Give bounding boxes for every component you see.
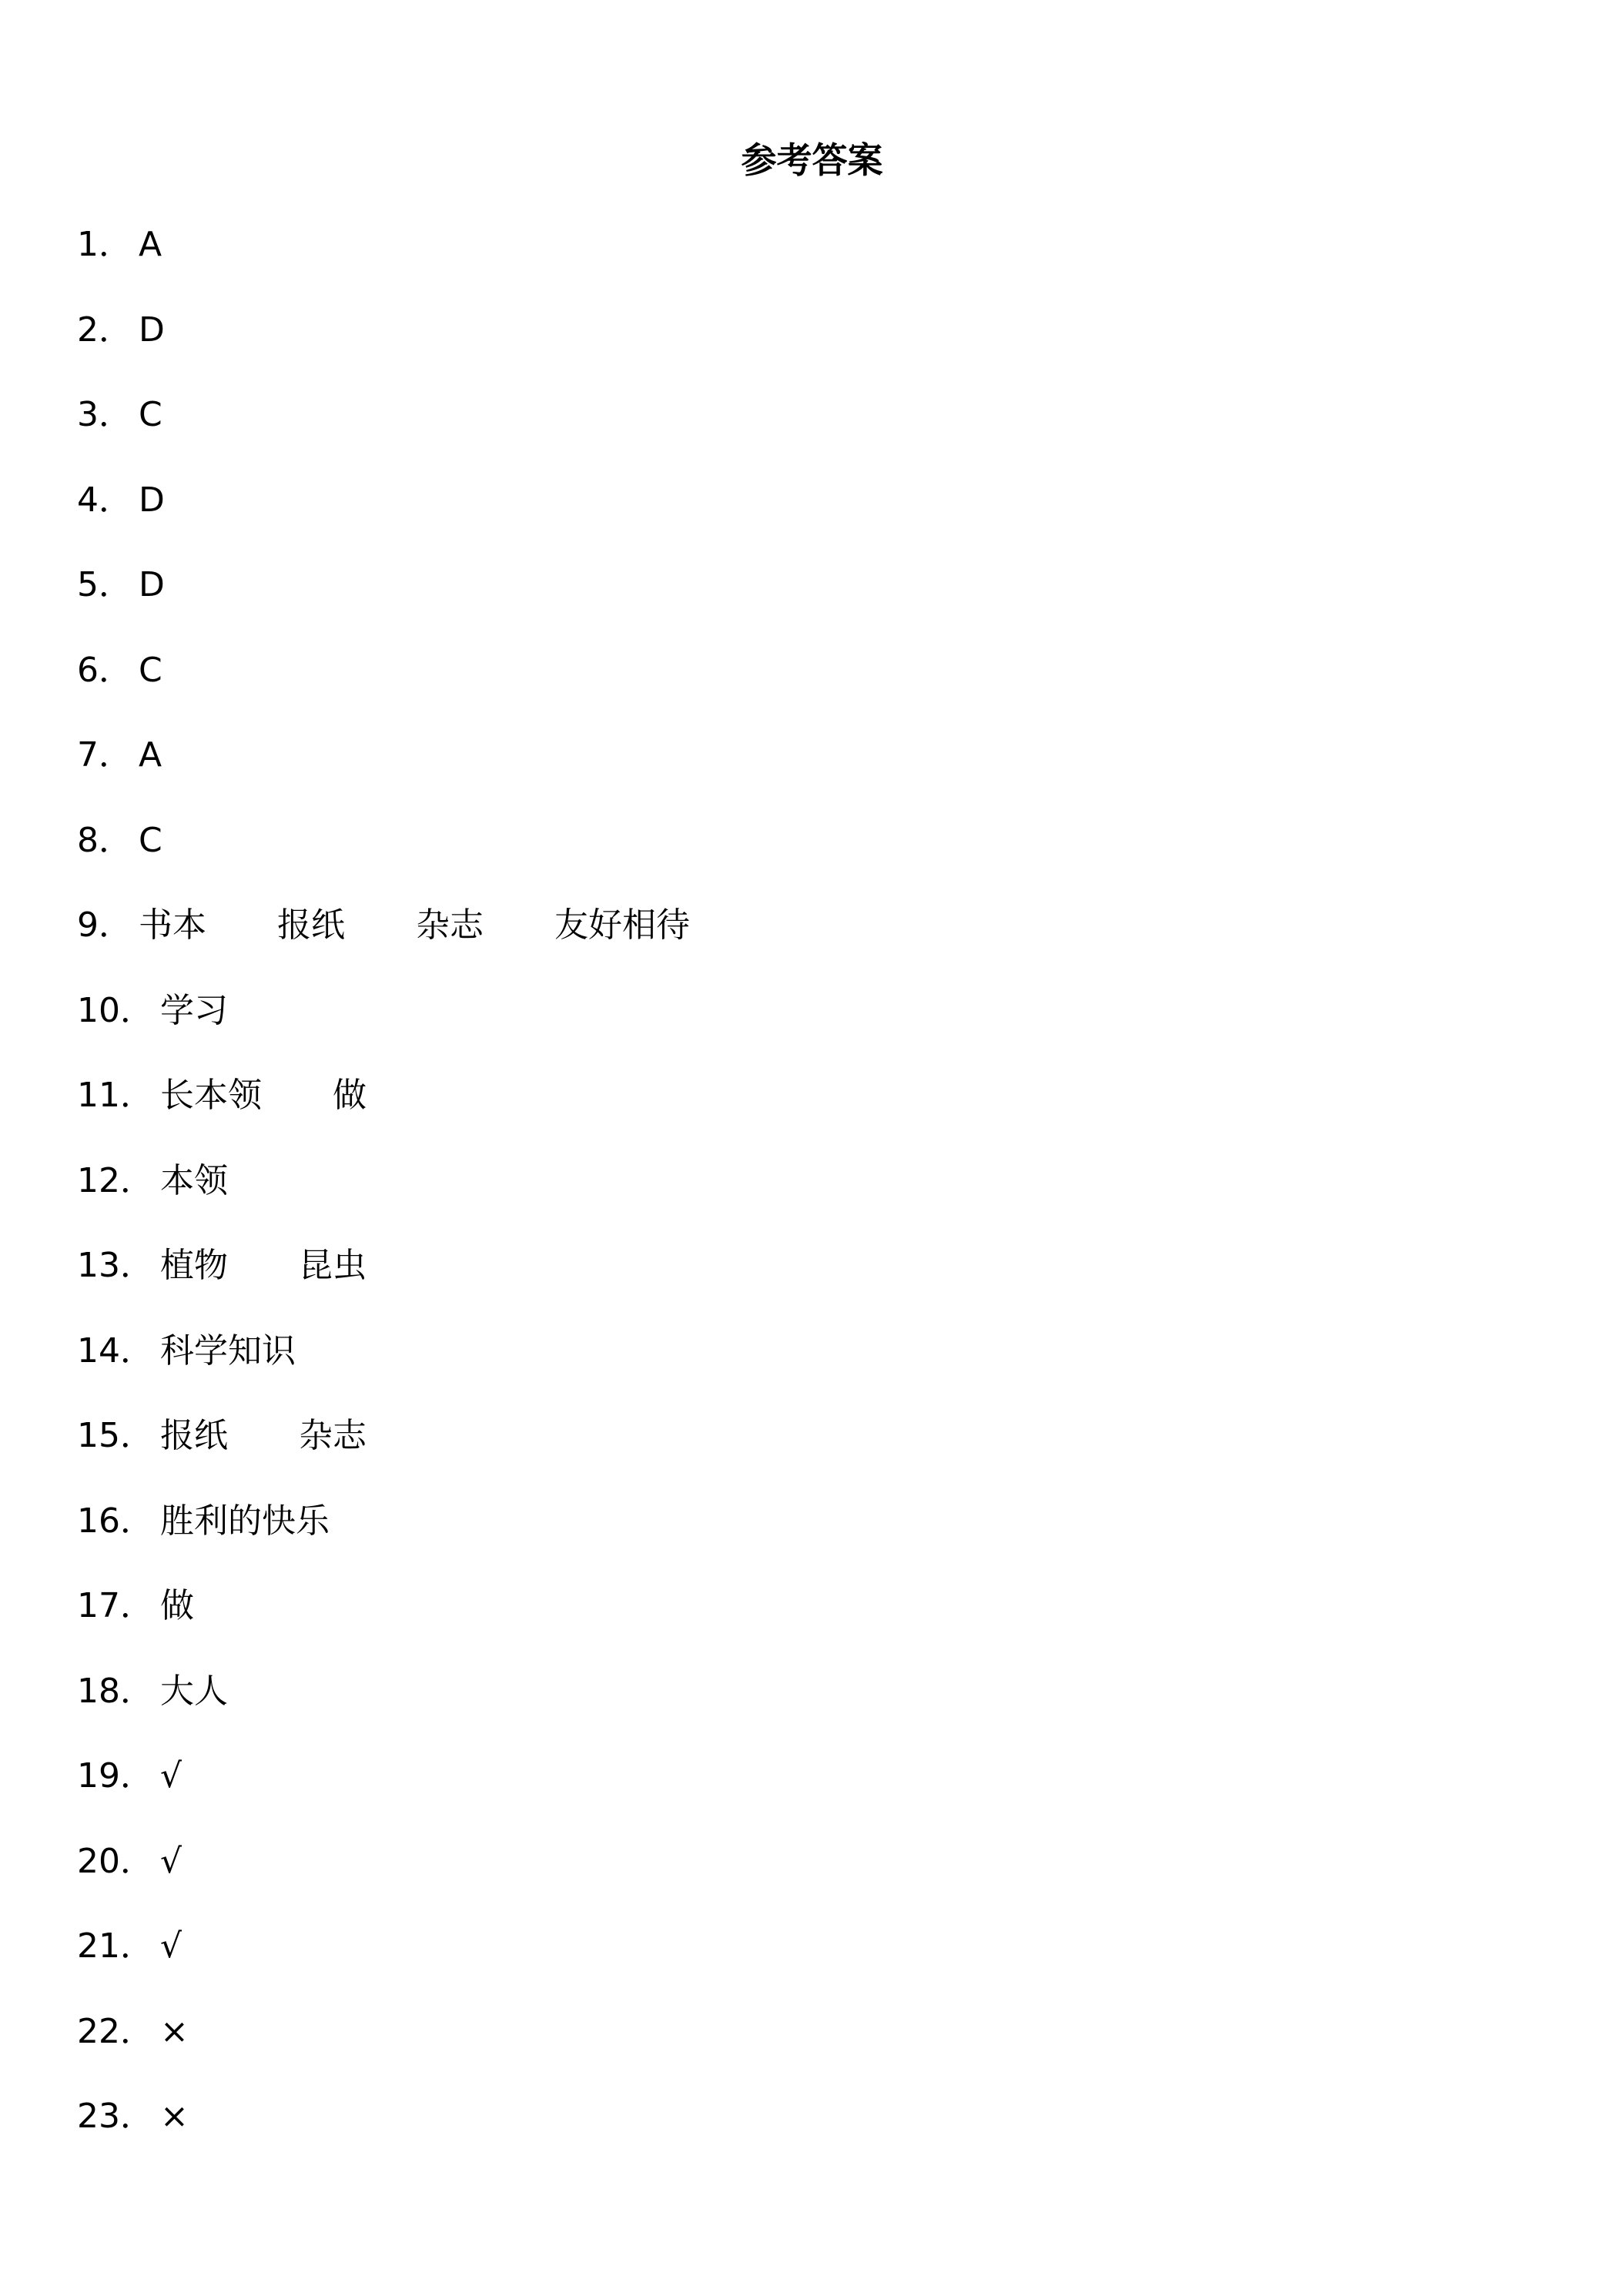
- answer-number: 8: [77, 820, 99, 860]
- answer-number: 2: [77, 310, 99, 350]
- answer-text: A: [139, 225, 162, 264]
- answer-item: [77, 1156, 690, 1242]
- answer-text: 做: [333, 1076, 367, 1115]
- answer-text: A: [139, 735, 162, 775]
- answer-number: 6: [77, 650, 99, 690]
- answer-item: [77, 1837, 690, 1923]
- answer-separator: ．: [99, 310, 132, 350]
- answer-text: D: [139, 480, 165, 520]
- answer-number: 14: [77, 1330, 120, 1371]
- answer-separator: ．: [99, 225, 132, 264]
- answer-text: 杂志: [416, 905, 484, 945]
- answer-text: 书本: [139, 905, 206, 945]
- answer-item: [77, 1241, 690, 1327]
- answer-item: [77, 986, 690, 1072]
- answer-item: [77, 816, 690, 902]
- answer-number: 19: [77, 1756, 120, 1796]
- answer-number: 1: [77, 225, 99, 264]
- answer-separator: ．: [120, 1501, 154, 1541]
- answer-text: C: [139, 650, 162, 690]
- answer-item: [77, 1752, 690, 1837]
- answer-number: 11: [77, 1076, 120, 1115]
- answer-item: [77, 220, 690, 306]
- answer-text: √: [160, 1756, 182, 1796]
- answer-item: [77, 901, 690, 986]
- answer-text: ×: [160, 2097, 189, 2136]
- answer-separator: ．: [120, 2097, 154, 2136]
- answer-text: D: [139, 565, 165, 604]
- answer-number: 15: [77, 1416, 120, 1455]
- answer-text: C: [139, 395, 162, 434]
- answer-item: [77, 1497, 690, 1582]
- answer-item: [77, 561, 690, 646]
- answer-item: [77, 2007, 690, 2093]
- answer-separator: ．: [120, 1841, 154, 1881]
- answer-separator: ．: [120, 1671, 154, 1711]
- answer-text: 科学知识: [160, 1330, 296, 1371]
- answer-number: 10: [77, 990, 120, 1030]
- answer-list: [77, 220, 690, 2177]
- answer-text: D: [139, 310, 165, 350]
- answer-item: [77, 1581, 690, 1667]
- answer-item: [77, 1922, 690, 2007]
- answer-item: [77, 1071, 690, 1156]
- answer-number: 9: [77, 905, 99, 945]
- answer-text: 本领: [160, 1160, 228, 1200]
- answer-text: √: [160, 1926, 182, 1966]
- answer-item: [77, 390, 690, 476]
- answer-item: [77, 1411, 690, 1497]
- answer-separator: ．: [99, 480, 132, 520]
- answer-text: 友好相待: [554, 905, 690, 945]
- answer-text: 大人: [160, 1671, 228, 1711]
- answer-separator: ．: [120, 1330, 154, 1371]
- answer-number: 12: [77, 1160, 120, 1200]
- page-title: 参考答案: [741, 139, 883, 181]
- answer-number: 21: [77, 1926, 120, 1966]
- answer-number: 16: [77, 1501, 120, 1541]
- answer-separator: ．: [120, 1586, 154, 1625]
- answer-text: 报纸: [160, 1416, 228, 1455]
- answer-text: 植物: [160, 1246, 228, 1285]
- answer-separator: ．: [120, 990, 154, 1030]
- answer-separator: ．: [99, 820, 132, 860]
- answer-separator: ．: [120, 1926, 154, 1966]
- answer-separator: ．: [120, 1160, 154, 1200]
- answer-number: 3: [77, 395, 99, 434]
- answer-text: 昆虫: [299, 1246, 367, 1285]
- answer-text: ×: [160, 2011, 189, 2051]
- answer-text: C: [139, 820, 162, 860]
- answer-number: 13: [77, 1246, 120, 1285]
- answer-item: [77, 476, 690, 561]
- answer-number: 23: [77, 2097, 120, 2136]
- answer-separator: ．: [99, 735, 132, 775]
- answer-number: 4: [77, 480, 99, 520]
- answer-separator: ．: [120, 2011, 154, 2051]
- answer-item: [77, 646, 690, 731]
- answer-number: 20: [77, 1841, 120, 1881]
- answer-number: 7: [77, 735, 99, 775]
- answer-item: [77, 1327, 690, 1412]
- answer-separator: ．: [120, 1756, 154, 1796]
- answer-item: [77, 731, 690, 816]
- answer-separator: ．: [120, 1076, 154, 1115]
- answer-item: [77, 2092, 690, 2177]
- answer-text: √: [160, 1841, 182, 1881]
- answer-text: 学习: [160, 990, 228, 1030]
- answer-number: 17: [77, 1586, 120, 1625]
- answer-number: 18: [77, 1671, 120, 1711]
- answer-item: [77, 1667, 690, 1752]
- answer-separator: ．: [120, 1246, 154, 1285]
- answer-text: 做: [160, 1586, 194, 1625]
- answer-text: 杂志: [299, 1416, 367, 1455]
- answer-item: [77, 306, 690, 391]
- answer-number: 5: [77, 565, 99, 604]
- answer-separator: ．: [99, 650, 132, 690]
- answer-separator: ．: [120, 1416, 154, 1455]
- answer-number: 22: [77, 2011, 120, 2051]
- answer-text: 胜利的快乐: [160, 1501, 330, 1541]
- answer-separator: ．: [99, 395, 132, 434]
- answer-separator: ．: [99, 905, 132, 945]
- answer-separator: ．: [99, 565, 132, 604]
- answer-text: 长本领: [160, 1076, 262, 1115]
- answer-text: 报纸: [277, 905, 345, 945]
